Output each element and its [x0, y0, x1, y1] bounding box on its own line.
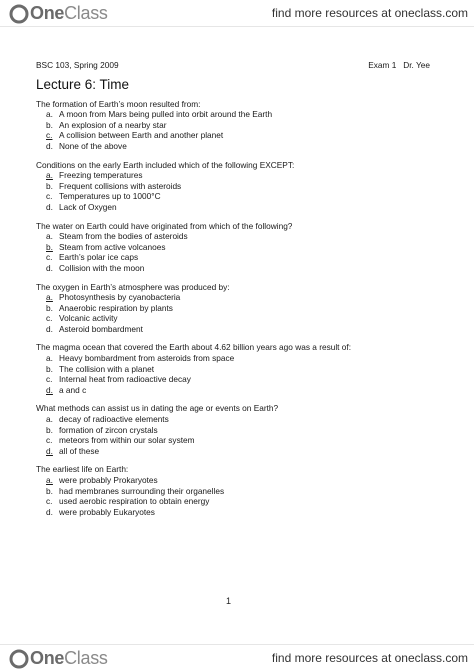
answer-option	[46, 130, 456, 141]
brand-word-two: Class	[64, 3, 108, 23]
answer-option	[46, 303, 456, 314]
answer-option	[46, 414, 456, 425]
question-block	[36, 464, 456, 517]
page-number: 1	[226, 596, 232, 606]
answer-option	[46, 170, 456, 181]
answer-option	[46, 181, 456, 192]
question-text: The oxygen in Earth’s atmosphere was produced by:	[36, 281, 230, 292]
option-text: Frequent collisions with asteroids	[59, 180, 182, 191]
bottom-bar	[0, 644, 474, 671]
answer-option	[46, 191, 456, 202]
oneclass-logo-footer[interactable]	[9, 648, 108, 669]
option-letter: a.	[46, 414, 53, 425]
option-letter: c.	[46, 252, 53, 263]
answer-option	[46, 313, 456, 324]
brand-word-two: Class	[64, 648, 108, 668]
answer-option	[46, 324, 456, 335]
question-block	[36, 282, 456, 335]
answer-option	[46, 120, 456, 131]
option-letter: a.	[46, 231, 53, 242]
answer-option	[46, 202, 456, 213]
exam-label: Exam 1 Dr. Yee	[368, 60, 430, 70]
option-text: Freezing temperatures	[59, 170, 143, 181]
find-resources-link-footer[interactable]: find more resources at oneclass.com	[271, 651, 468, 665]
option-text: An explosion of a nearby star	[59, 119, 167, 130]
answer-option	[46, 425, 456, 436]
brand-word-one: One	[30, 3, 65, 23]
answer-option	[46, 507, 456, 518]
option-text: all of these	[59, 445, 100, 456]
question-block	[36, 99, 456, 152]
option-text: Heavy bombardment from asteroids from space	[59, 353, 235, 364]
question-block	[36, 221, 456, 274]
option-text: Temperatures up to 1000°C	[59, 191, 161, 202]
option-text: formation of zircon crystals	[59, 424, 158, 435]
option-text: Asteroid bombardment	[59, 323, 143, 334]
answer-option	[46, 252, 456, 263]
question-block	[36, 342, 456, 395]
answer-option	[46, 475, 456, 486]
option-text: a and c	[59, 384, 87, 395]
answer-option	[46, 263, 456, 274]
option-letter: b.	[46, 241, 53, 252]
answer-option	[46, 364, 456, 375]
option-text: Lack of Oxygen	[59, 201, 117, 212]
question-text: Conditions on the early Earth included which of the following EXCEPT:	[36, 159, 295, 170]
brand-word-one: One	[30, 648, 65, 668]
question-block	[36, 160, 456, 213]
option-letter: d.	[46, 506, 53, 517]
top-bar	[0, 0, 474, 27]
option-letter: b.	[46, 302, 53, 313]
answer-option	[46, 446, 456, 457]
option-letter: c.	[46, 313, 53, 324]
option-letter: b.	[46, 363, 53, 374]
find-resources-link[interactable]: find more resources at oneclass.com	[271, 6, 468, 20]
option-letter: b.	[46, 485, 53, 496]
option-letter: c.	[46, 130, 53, 141]
question-text: The water on Earth could have originated from which of the following?	[36, 220, 293, 231]
option-text: The collision with a planet	[59, 363, 155, 374]
option-text: A moon from Mars being pulled into orbit around the Earth	[59, 109, 273, 120]
question-text: The earliest life on Earth:	[36, 464, 129, 475]
option-letter: a.	[46, 109, 53, 120]
answer-option	[46, 109, 456, 120]
answer-option	[46, 292, 456, 303]
option-text: Anaerobic respiration by plants	[59, 302, 173, 313]
option-text: Earth’s polar ice caps	[59, 252, 139, 263]
option-text: meteors from within our solar system	[59, 435, 195, 446]
option-letter: d.	[46, 262, 53, 273]
answer-option	[46, 496, 456, 507]
oneclass-logo-icon	[9, 4, 29, 24]
question-text: The magma ocean that covered the Earth about 4.62 billion years ago was a result of:	[36, 342, 352, 353]
option-letter: a.	[46, 292, 53, 303]
document-page	[36, 60, 456, 525]
question-text: The formation of Earth’s moon resulted from:	[36, 98, 201, 109]
lecture-title: Lecture 6: Time	[36, 76, 130, 92]
answer-option	[46, 242, 456, 253]
option-text: were probably Prokaryotes	[59, 475, 158, 485]
option-letter: b.	[46, 180, 53, 191]
option-letter: a.	[46, 170, 53, 181]
answer-option	[46, 385, 456, 396]
answer-option	[46, 141, 456, 152]
option-text: Steam from the bodies of asteroids	[59, 231, 188, 242]
course-label: BSC 103, Spring 2009	[36, 60, 119, 70]
option-letter: d.	[46, 384, 53, 395]
option-text: decay of radioactive elements	[59, 414, 169, 425]
doc-header	[36, 60, 456, 71]
option-letter: d.	[46, 445, 53, 456]
option-text: were probably Eukaryotes	[59, 506, 155, 517]
option-letter: c.	[46, 191, 53, 202]
question-text: What methods can assist us in dating the age or events on Earth?	[36, 403, 279, 414]
answer-option	[46, 435, 456, 446]
oneclass-logo[interactable]	[9, 3, 108, 24]
answer-option	[46, 231, 456, 242]
option-text: A collision between Earth and another planet	[59, 130, 224, 141]
option-letter: c.	[46, 435, 53, 446]
question-list	[36, 99, 456, 518]
option-text: Internal heat from radioactive decay	[59, 374, 191, 385]
answer-option	[46, 486, 456, 497]
option-text: Collision with the moon	[59, 262, 145, 273]
answer-option	[46, 374, 456, 385]
option-letter: a.	[46, 475, 53, 485]
option-text: Steam from active volcanoes	[59, 241, 166, 252]
option-letter: b.	[46, 424, 53, 435]
option-letter: d.	[46, 323, 53, 334]
answer-option	[46, 353, 456, 364]
question-block	[36, 403, 456, 456]
option-letter: d.	[46, 201, 53, 212]
option-letter: d.	[46, 140, 53, 151]
option-letter: a.	[46, 353, 53, 364]
option-text: None of the above	[59, 140, 127, 151]
option-letter: b.	[46, 119, 53, 130]
option-text: had membranes surrounding their organelles	[59, 485, 225, 496]
option-letter: c.	[46, 374, 53, 385]
option-letter: c.	[46, 496, 53, 507]
option-text: Photosynthesis by cyanobacteria	[59, 292, 181, 303]
oneclass-logo-icon	[9, 649, 29, 669]
option-text: Volcanic activity	[59, 313, 118, 324]
option-text: used aerobic respiration to obtain energy	[59, 496, 210, 507]
